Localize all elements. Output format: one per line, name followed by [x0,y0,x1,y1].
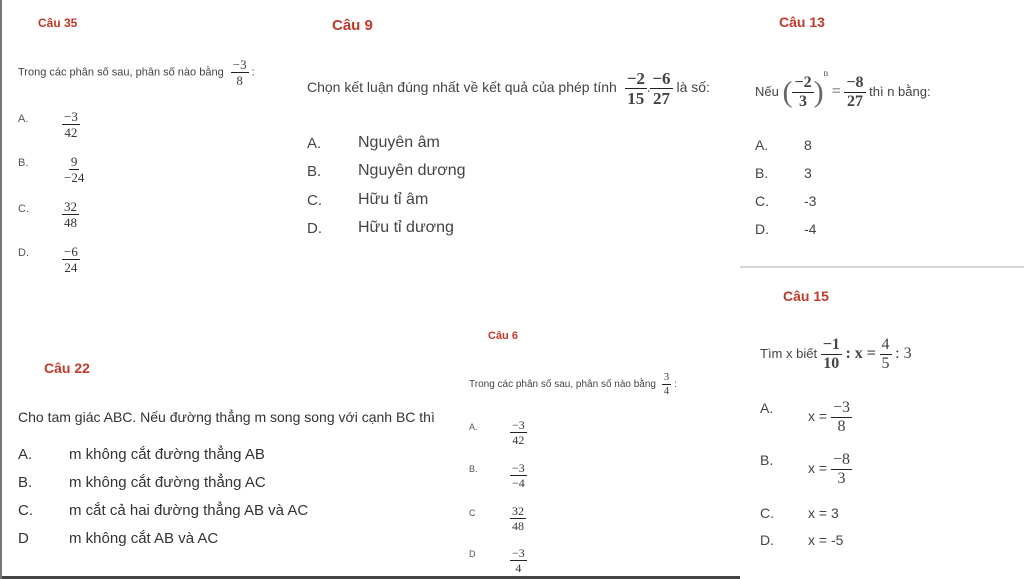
option-fraction [510,419,527,446]
question-prompt [469,372,677,397]
option-text: m không cắt đường thẳng AB [69,446,265,463]
option-letter: B. [307,163,322,180]
fraction-1 [821,337,842,372]
question-title: Câu 9 [332,17,373,34]
numerator: −3 [232,57,247,72]
numerator: −3 [64,109,78,124]
option-letter: C. [18,502,33,519]
numerator: −3 [512,461,525,475]
option-letter: B. [18,474,33,491]
numerator: −2 [626,69,645,88]
question-title: Câu 6 [488,330,518,342]
option-letter: B. [18,157,29,169]
denominator: 3 [837,470,846,487]
denominator: 24 [64,260,78,275]
option-letter: D. [307,220,322,237]
question-title: Câu 22 [44,360,90,376]
numerator: −8 [846,74,864,92]
option-lhs: x = [808,460,828,477]
multiply-dot: . [646,81,651,97]
denominator: 15 [627,89,645,108]
question-title: Câu 13 [779,14,825,30]
prompt-tail: thì n bằng: [869,84,931,99]
option-letter: D. [755,221,769,237]
option-letter: A. [18,446,33,463]
option-text: Nguyên dương [358,162,466,179]
option-text: m không cắt đường thẳng AC [69,474,266,491]
option-fraction [62,155,86,184]
option-letter: A. [760,400,774,416]
question-prompt [760,337,912,372]
target-fraction [662,372,672,397]
fraction-2 [880,337,892,372]
numerator: 32 [64,199,77,214]
paren-left: ( [782,75,793,109]
question-title: Câu 35 [38,16,78,30]
paren-right: ) [813,75,824,109]
question-prompt [307,70,710,107]
prompt-tail: : [674,379,677,391]
denominator: 10 [823,355,840,372]
option-letter: D. [18,247,29,259]
fraction-1 [625,70,647,107]
option-fraction [510,547,527,574]
option-text: Hữu tỉ dương [358,219,454,236]
option-text: x = -5 [808,532,844,548]
denominator: 27 [652,89,670,108]
denominator: 4 [663,385,670,397]
option-fraction [62,245,80,274]
denominator: 8 [837,418,846,435]
question-prompt [755,68,931,110]
numerator: −6 [64,244,78,259]
denominator: 4 [515,561,522,575]
exponent: n [823,68,829,78]
option-expression [808,400,852,435]
option-letter: A. [307,135,322,152]
numerator: 3 [663,371,670,383]
numerator: 4 [881,336,890,353]
prompt-prefix: Nếu [755,84,779,99]
option-fraction [62,110,80,139]
option-fraction [831,452,852,487]
option-text: -3 [804,193,817,209]
denominator: 42 [64,125,78,140]
option-letter: A. [469,422,478,432]
numerator: 9 [70,154,78,169]
denominator: 48 [512,519,524,533]
option-lhs: x = [808,408,828,425]
option-text: m không cắt AB và AC [69,530,219,547]
denominator: 48 [64,215,77,230]
option-expression [808,452,852,487]
option-letter: B. [755,165,769,181]
option-letter: C. [18,203,29,215]
option-text: x = 3 [808,505,839,521]
prompt-prefix: Tìm x biết [760,345,818,361]
numerator: 32 [512,504,524,518]
option-letter: D [469,549,476,559]
denominator: 27 [846,93,863,111]
option-letter: B. [760,452,774,468]
option-letter: D [18,530,29,547]
numerator: −6 [652,69,671,88]
operator-mid: : x = [845,344,876,362]
option-letter: C. [755,193,769,209]
prompt-text: Trong các phân số sau, phân số nào bằng [469,379,656,391]
numerator: −1 [822,336,840,353]
option-text: m cắt cả hai đường thẳng AB và AC [69,502,309,519]
denominator: 3 [799,93,808,111]
denominator: −4 [512,476,525,490]
option-text: Hữu tỉ âm [358,191,429,208]
numerator: −8 [832,451,850,468]
option-letter: C [469,508,476,518]
denominator: 5 [881,355,890,372]
denominator: 8 [236,73,243,88]
option-letter: C. [760,505,774,521]
option-text: Nguyên âm [358,134,440,151]
option-text: -4 [804,221,817,237]
option-fraction [62,200,79,229]
option-fraction [510,462,527,489]
operator-end: : 3 [895,344,912,362]
numerator: −3 [512,418,525,432]
divider-right-horizontal [740,266,1024,268]
question-prompt [18,58,255,87]
option-text: 8 [804,137,812,153]
prompt-text: Chọn kết luận đúng nhất về kết quả của phép tính [307,79,617,96]
option-letter: C. [307,192,322,209]
option-letter: D. [760,532,774,548]
divider-left-edge [0,0,2,579]
denominator: 42 [512,433,525,447]
numerator: −2 [794,74,812,92]
fraction-2 [650,70,672,107]
numerator: −3 [832,399,850,416]
numerator: −3 [512,546,525,560]
target-fraction [231,58,249,87]
question-title: Câu 15 [783,288,829,304]
prompt-text: Trong các phân số sau, phân số nào bằng [18,66,224,79]
base-fraction [792,75,813,110]
question-prompt: Cho tam giác ABC. Nếu đường thẳng m song song với cạnh BC thì [18,409,435,425]
equals-sign: = [831,83,841,100]
denominator: −24 [64,170,85,185]
option-letter: A. [18,113,29,125]
prompt-tail: là số: [676,79,710,96]
option-text: 3 [804,165,812,181]
option-fraction [831,400,852,435]
option-letter: B. [469,464,478,474]
prompt-tail: : [251,66,255,79]
option-letter: A. [755,137,769,153]
option-fraction [510,505,526,532]
rhs-fraction [844,75,865,110]
